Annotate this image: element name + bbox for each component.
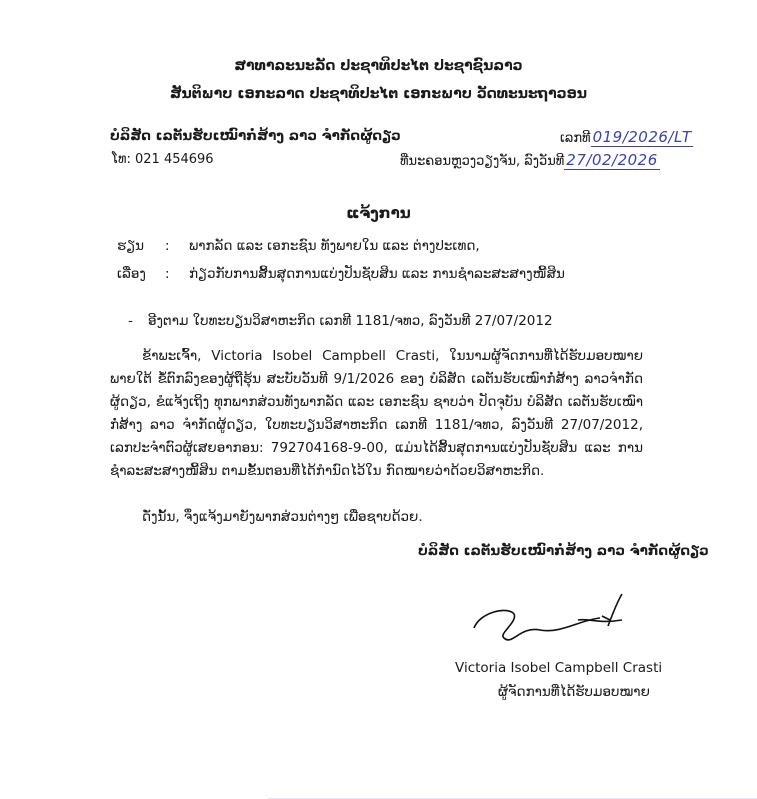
signature-icon xyxy=(470,590,640,650)
colon: : xyxy=(165,238,170,254)
body-paragraph-2-text: ດັ່ງນັ້ນ, ຈຶ່ງແຈ້ງມາຍັງພາກສ່ວນຕ່າງໆ ເພື່ອຊາບດ້ວຍ. xyxy=(142,509,423,525)
place-and-date xyxy=(400,151,660,169)
sender-company-name: ບໍລິສັດ ເລຕັນຮັບເໝົາກໍ່ສ້າງ ລາວ ຈຳກັດຜູ້ດຽວ xyxy=(110,128,401,144)
document-title: ແຈ້ງການ xyxy=(346,204,411,222)
body-paragraph-2 xyxy=(110,506,643,529)
legal-basis-text: ອີງຕາມ ໃບທະບຽນວິສາຫະກິດ ເລກທີ 1181/ຈທວ, ລົງວັນທີ 27/07/2012 xyxy=(148,313,553,329)
signatory-name: Victoria Isobel Campbell Crasti xyxy=(455,660,663,676)
subject-row xyxy=(117,266,565,282)
reference-number xyxy=(560,128,693,146)
document-date-value: 27/02/2026 xyxy=(566,151,658,169)
recipient-value: ພາກລັດ ແລະ ເອກະຊົນ ທັງພາຍໃນ ແລະ ຕ່າງປະເທດ, xyxy=(189,238,480,254)
place-date-label: ທີ່ນະຄອນຫຼວງວຽງຈັນ, ລົງວັນທີ xyxy=(400,154,565,169)
body-paragraph-1 xyxy=(110,345,643,483)
subject-label: ເລື່ອງ xyxy=(117,266,146,282)
recipient-label: ຮຽນ xyxy=(117,238,145,254)
reference-number-label: ເລກທີ xyxy=(560,131,591,146)
closing-company-name: ບໍລິສັດ ເລຕັນຮັບເໝົາກໍ່ສ້າງ ລາວ ຈຳກັດຜູ້ດຽວ xyxy=(418,543,709,559)
sender-phone: ໂທ: 021 454696 xyxy=(112,152,214,167)
national-motto: ສັນຕິພາບ ເອກະລາດ ປະຊາທິປະໄຕ ເອກະພາບ ວັດທະນະຖາວອນ xyxy=(169,86,588,102)
recipient-row xyxy=(117,238,480,254)
country-header: ສາທາລະນະລັດ ປະຊາທິປະໄຕ ປະຊາຊົນລາວ xyxy=(234,58,523,74)
bullet: - xyxy=(128,313,133,329)
reference-number-value: 019/2026/LT xyxy=(592,128,692,146)
signatory-title: ຜູ້ຈັດການທີ່ໄດ້ຮັບມອບໝາຍ xyxy=(498,684,650,700)
colon: : xyxy=(165,266,170,282)
body-paragraph-1-text: ຂ້າພະເຈົ້າ, Victoria Isobel Campbell Crasti, ໃນນາມຜູ້ຈັດການທີ່ໄດ້ຮັບມອບໝາຍ ພາຍໃຕ້ ຂໍ້ຕົກລົງຂອງຜູ້ຖືຮຸ້ນ ສະບັບວັນທີ 9/1/2026 ຂອງ ບໍລິສັດ ເລຕັນຮັບເໝົາກໍ່ສ້າງ ລາວຈຳກັດຜູ້ດຽວ, ຂໍແຈ້ງເຖິງ ທຸກພາກສ່ວນທັງພາກລັດ ແລະ ເອກະຊົນ ຊາບວ່າ ປັດຈຸບັນ ບໍລິສັດ ເລຕັນຮັບເໝົາກໍ່ສ້າງ ລາວ ຈຳກັດຜູ້ດຽວ, ໃບທະບຽນວິສາຫະກິດ ເລກທີ 1181/ຈທວ, ລົງວັນທີ 27/07/2012, ເລກປະຈຳຕົວຜູ້ເສຍອາກອນ: 792704168-9-00, ແມ່ນໄດ້ສິ້ນສຸດການແບ່ງປັນຊັບສິນ ແລະ ການຊຳລະສະສາງໜີ້ສິນ ຕາມຂັ້ນຕອນທີ່ໄດ້ກຳນົດໄວ້ໃນ ກົດໝາຍວ່າດ້ວຍວິສາຫະກິດ. xyxy=(110,348,643,479)
legal-basis xyxy=(128,313,553,329)
subject-value: ກ່ຽວກັບການສິ້ນສຸດການແບ່ງປັນຊັບສິນ ແລະ ການຊຳລະສະສາງໜີ້ສິນ xyxy=(189,266,565,282)
